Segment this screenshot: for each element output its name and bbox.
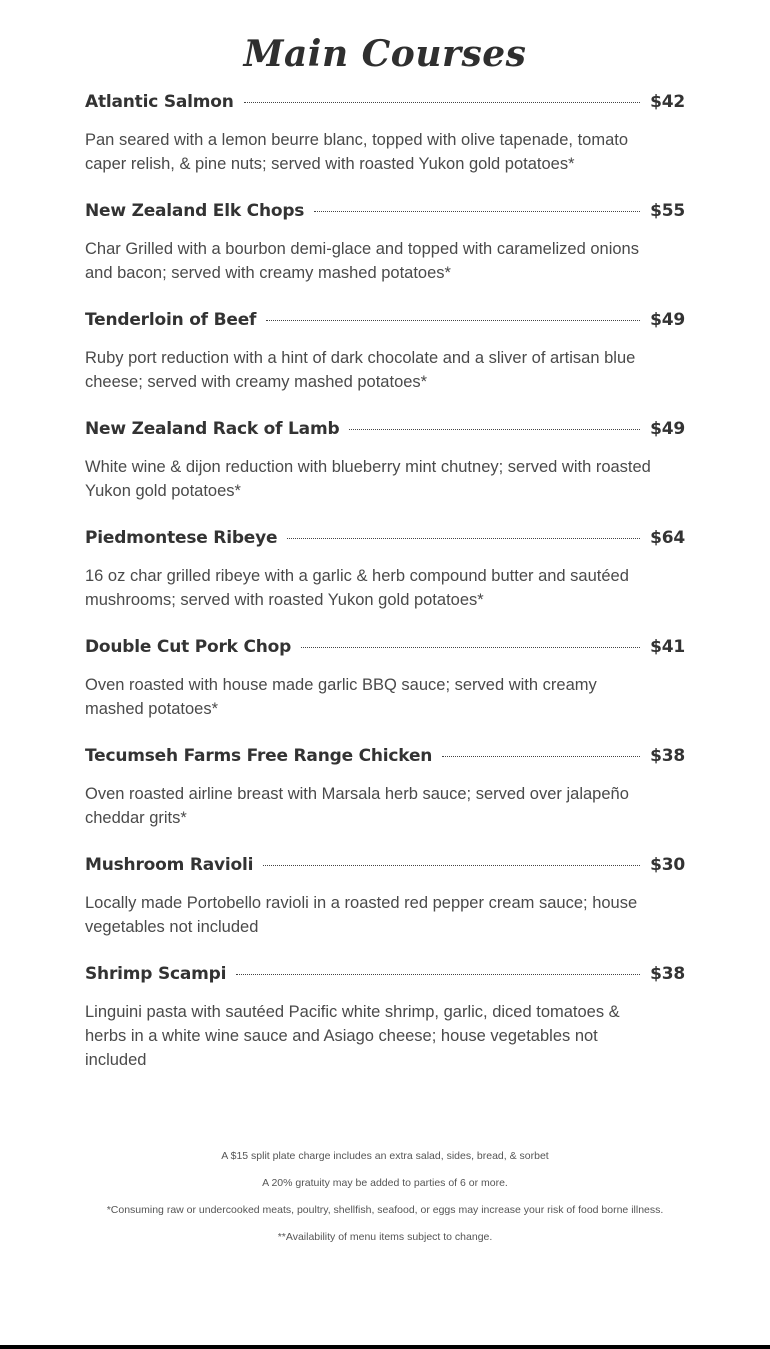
dotted-leader — [442, 756, 640, 757]
bottom-border — [0, 1345, 770, 1349]
menu-item-price: $64 — [650, 528, 685, 548]
menu-item-name: Tecumseh Farms Free Range Chicken — [85, 746, 433, 766]
menu-item — [85, 528, 685, 637]
footer-notes — [0, 1148, 770, 1256]
dotted-leader — [287, 538, 640, 539]
menu-item-name: Piedmontese Ribeye — [85, 528, 278, 548]
menu-item-price: $38 — [650, 746, 685, 766]
menu-item-price: $55 — [650, 201, 685, 221]
menu-item-description: Oven roasted with house made garlic BBQ sauce; served with creamy mashed potatoes* — [85, 676, 597, 718]
menu-item-header — [85, 201, 685, 229]
menu-item-description: White wine & dijon reduction with blueberry mint chutney; served with roasted Yukon gold potatoes* — [85, 458, 651, 500]
menu-list — [85, 92, 685, 1084]
dotted-leader — [314, 211, 640, 212]
food-safety-note: *Consuming raw or undercooked meats, poultry, shellfish, seafood, or eggs may increase your risk of food borne illness. — [106, 1204, 664, 1216]
menu-item-name: Atlantic Salmon — [85, 92, 234, 112]
menu-item — [85, 92, 685, 201]
menu-item-name: Shrimp Scampi — [85, 964, 227, 984]
menu-item — [85, 201, 685, 310]
menu-item-price: $49 — [650, 419, 685, 439]
dotted-leader — [244, 102, 640, 103]
menu-item-name: Mushroom Ravioli — [85, 855, 254, 875]
menu-item-name: Double Cut Pork Chop — [85, 637, 292, 657]
menu-item-header — [85, 964, 685, 992]
menu-item-name: New Zealand Rack of Lamb — [85, 419, 340, 439]
menu-item-description: 16 oz char grilled ribeye with a garlic & herb compound butter and sautéed mushrooms; served with roasted Yukon gold potatoes* — [85, 567, 629, 609]
menu-item-name: Tenderloin of Beef — [85, 310, 257, 330]
menu-item-name: New Zealand Elk Chops — [85, 201, 305, 221]
dotted-leader — [236, 974, 640, 975]
menu-item-header — [85, 92, 685, 120]
split-plate-note: A $15 split plate charge includes an extra salad, sides, bread, & sorbet — [221, 1150, 549, 1162]
menu-item — [85, 964, 685, 1084]
menu-item-price: $42 — [650, 92, 685, 112]
dotted-leader — [349, 429, 640, 430]
dotted-leader — [301, 647, 640, 648]
dotted-leader — [263, 865, 640, 866]
menu-item-header — [85, 855, 685, 883]
page-title: Main Courses — [243, 33, 527, 75]
dotted-leader — [266, 320, 640, 321]
menu-item-header — [85, 637, 685, 665]
menu-item-header — [85, 746, 685, 774]
menu-item-description: Char Grilled with a bourbon demi-glace and topped with caramelized onions and bacon; served with creamy mashed potatoes* — [85, 240, 639, 282]
availability-note: **Availability of menu items subject to change. — [277, 1231, 493, 1243]
menu-item — [85, 637, 685, 746]
gratuity-note: A 20% gratuity may be added to parties of 6 or more. — [262, 1177, 508, 1189]
menu-item-description: Linguini pasta with sautéed Pacific white shrimp, garlic, diced tomatoes & herbs in a white wine sauce and Asiago cheese; house vegetables not included — [85, 1003, 620, 1069]
menu-item-description: Locally made Portobello ravioli in a roasted red pepper cream sauce; house vegetables not included — [85, 894, 638, 936]
menu-item-price: $30 — [650, 855, 685, 875]
menu-item-price: $49 — [650, 310, 685, 330]
menu-item — [85, 310, 685, 419]
menu-item-description: Pan seared with a lemon beurre blanc, topped with olive tapenade, tomato caper relish, & pine nuts; served with roasted Yukon gold potatoes* — [85, 131, 629, 173]
menu-item-price: $41 — [650, 637, 685, 657]
menu-item-header — [85, 528, 685, 556]
menu-item-header — [85, 310, 685, 338]
menu-item-description: Ruby port reduction with a hint of dark chocolate and a sliver of artisan blue cheese; served with creamy mashed potatoes* — [85, 349, 636, 391]
menu-item — [85, 419, 685, 528]
menu-item-header — [85, 419, 685, 447]
menu-item-price: $38 — [650, 964, 685, 984]
menu-item — [85, 746, 685, 855]
menu-item — [85, 855, 685, 964]
menu-item-description: Oven roasted airline breast with Marsala herb sauce; served over jalapeño cheddar grits* — [85, 785, 629, 827]
